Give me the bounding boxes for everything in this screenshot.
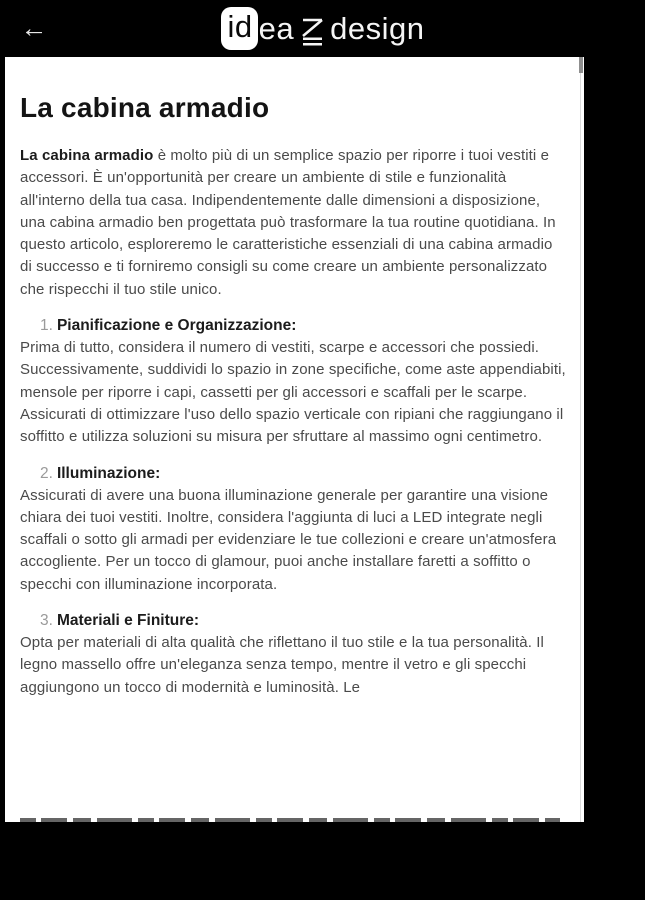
logo-ea-text: ea — [258, 10, 295, 46]
section-body: Assicurati di avere una buona illuminazione generale per garantire una visione chiara dei tuoi vestiti. Inoltre, considera l'aggiunta di luci a LED integrate negli scaffali o sotto gli armadi per evidenziare le tue collezioni e creare un'atmosfera accogliente. Per un tocco di glamour, puoi anche installare faretti a soffitto o specchi con illuminazione incorporata. — [20, 486, 557, 593]
section-heading — [40, 315, 568, 337]
section-heading — [40, 610, 568, 632]
intro-lead-bold: La cabina armadio — [20, 147, 154, 164]
back-arrow-icon: ← — [20, 12, 48, 43]
scrollbar-track — [580, 57, 581, 822]
intro-paragraph — [20, 145, 567, 301]
section-body: Prima di tutto, considera il numero di vestiti, scarpe e accessori che possiedi. Successivamente, suddividi lo spazio in zone specifiche, come aste appendiabiti, mensole per riporre i capi, cassetti per gli accessori e scaffali per le scarpe. Assicurati di ottimizzare l'uso dello spazio verticale con ripiani che raggiungano il soffitto e utilizza soluzioni su misura per sfruttare al massimo ogni centimetro. — [20, 339, 566, 446]
section-pianificazione — [20, 315, 568, 448]
section-title: Pianificazione e Organizzazione: — [56, 317, 297, 335]
article — [5, 57, 584, 699]
section-number: 2. — [40, 464, 53, 482]
logo-id-box — [221, 7, 258, 50]
section-number: 1. — [40, 317, 53, 335]
page-title: La cabina armadio — [20, 92, 270, 123]
section-materiali — [20, 610, 568, 699]
content-panel — [5, 57, 584, 822]
intro-lead-rest: è molto più di un semplice spazio per riporre i tuoi vestiti e accessori. È un'opportunità per creare un ambiente di stile e funzionalità all'interno della tua casa. Indipendentemente dalle dimensioni a disposizione, una cabina armadio ben progettata può trasformare la tua routine quotidiana. In questo articolo, esploreremo le caratteristiche essenziali di una cabina armadio di successo e ti forniremo consigli su come creare un ambiente personalizzato che rispecchi il tuo stile unico. — [20, 147, 556, 298]
content-scrollbar-thumb[interactable] — [579, 57, 583, 73]
section-title: Materiali e Finiture: — [56, 612, 200, 630]
logo-design-text: design — [330, 10, 425, 46]
section-title: Illuminazione: — [56, 464, 161, 482]
clipped-text-line — [20, 818, 560, 822]
logo-z-icon — [300, 17, 325, 47]
app-logo — [0, 0, 645, 57]
section-body: Opta per materiali di alta qualità che riflettano il tuo stile e la tua personalità. Il legno massello offre un'eleganza senza tempo, mentre il vetro e gli specchi aggiungono un tocco di modernità e luminosità. Le — [20, 634, 544, 696]
section-heading — [40, 463, 568, 485]
section-illuminazione — [20, 463, 568, 596]
section-number: 3. — [40, 612, 53, 630]
logo-boxed-text: id — [227, 9, 253, 44]
app-header — [0, 0, 645, 57]
